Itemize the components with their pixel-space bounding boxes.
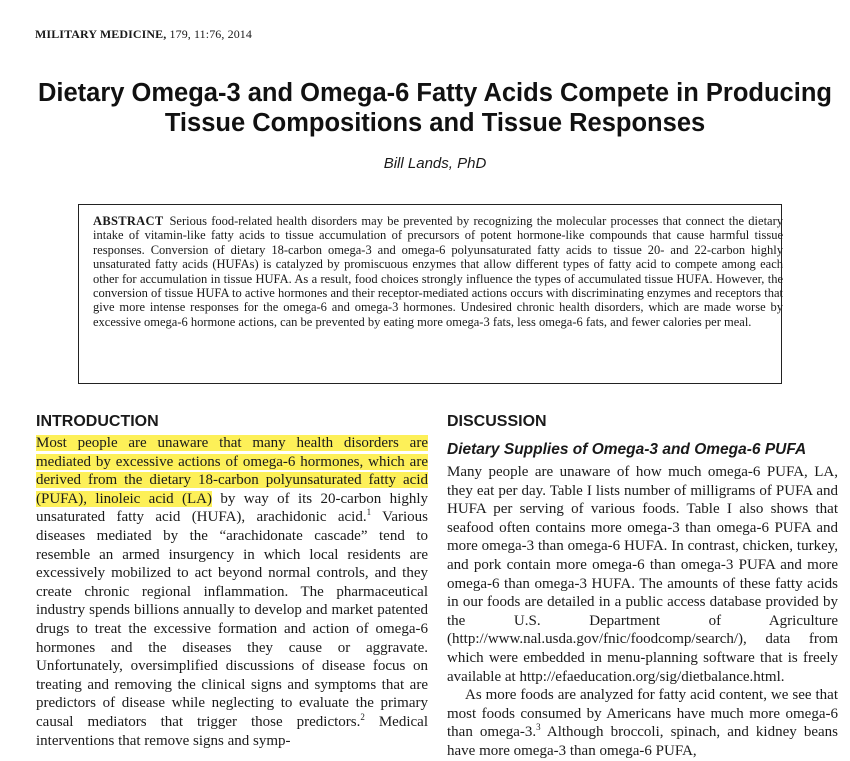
intro-text-2: Various diseases mediated by the “arachidonate cascade” tend to resemble an armed insurgency in which local residents are excessively mobilized to act beyond normal controls, and they create chronic regional inflammation. The pharmaceutical industry spends billions annually to develop and market patented drugs to treat the excessive formation and action of omega-6 hormones and the diseases they cause or aggravate. Unfortunately, oversimplified discussions of disease focus on treating and removing the clinical signs and symptoms that are predictors of disease while neglecting to evaluate the primary causal mediators that trigger those predictors.: [36, 509, 428, 730]
discussion-text-2: As more foods are analyzed for fatty acid content, we see that most foods consumed by Americans have much more omega-6 than omega-3.: [447, 687, 838, 741]
reference-2: 2: [360, 711, 365, 722]
journal-citation: [35, 27, 252, 42]
reference-1: 1: [366, 507, 372, 518]
discussion-subheading: Dietary Supplies of Omega-3 and Omega-6 PUFA: [447, 441, 807, 458]
discussion-body: [447, 463, 838, 761]
journal-volume: 179, 11:76, 2014: [169, 27, 252, 41]
reference-3: 3: [536, 722, 541, 733]
title-line-1: Dietary Omega-3 and Omega-6 Fatty Acids Compete in Producing: [38, 79, 832, 107]
highlighted-text[interactable]: Most people are unaware that many health disorders are mediated by excessive actions of omega-6 hormones, which are derived from the dietary 18-carbon polyunsaturated fatty acid (PUFA), linoleic acid (LA): [36, 435, 428, 507]
discussion-paragraph-1: Many people are unaware of how much omega-6 PUFA, LA, they eat per day. Table I lists number of milligrams of PUFA and HUFA per serving of various foods. Table I also shows that seafood often contains more omega-3 than omega-6 PUFA and more omega-3 than omega-6 HUFA. In contrast, chicken, turkey, and pork contain more omega-6 than omega-3 PUFA and more omega-6 than omega-3 HUFA. The amounts of these fatty acids in our foods are detailed in a public access database provided by the U.S. Department of Agriculture (http://www.nal.usda.gov/fnic/foodcomp/search/), data from which were embedded in menu-planning software that is freely available at http://efaeducation.org/sig/dietbalance.html.: [447, 464, 838, 685]
title-line-2: Tissue Compositions and Tissue Responses: [164, 109, 706, 137]
abstract-text: Serious food-related health disorders may be prevented by recognizing the molecular processes that connect the dietary intake of vitamin-like fatty acids to tissue accumulation of precursors of potent hormone-like compounds that cause harmful tissue responses. Conversion of dietary 18-carbon omega-3 and omega-6 polyunsaturated fatty acids to tissue 20- and 22-carbon highly unsaturated fatty acids (HUFAs) is catalyzed by promiscuous enzymes that allow different types of fatty acid to compete among each other for accumulation in tissue HUFA. As a result, food choices strongly influence the types of accumulated tissue HUFA. However, the conversion of tissue HUFA to active hormones and their receptor-mediated actions occurs with discriminating enzymes and receptors that give more intense responses for the omega-6 and omega-3 hormones. Undesired chronic health disorders, which are made worse by excessive omega-6 hormone actions, can be prevented by eating more omega-3 fats, less omega-6 fats, and fewer calories per meal.: [93, 214, 783, 329]
discussion-heading: DISCUSSION: [447, 413, 547, 430]
abstract-label: ABSTRACT: [93, 214, 164, 228]
intro-text-3: Medical interventions that remove signs and symp-: [36, 713, 428, 749]
journal-name: MILITARY MEDICINE,: [35, 27, 167, 41]
author: Bill Lands, PhD: [383, 155, 487, 172]
discussion-text-2b: Although broccoli, spinach, and kidney beans have more omega-3 than omega-6 PUFA,: [447, 724, 838, 759]
introduction-heading: INTRODUCTION: [36, 413, 159, 430]
intro-text-1: by way of its 20-carbon highly unsaturated fatty acid (HUFA), arachidonic acid.: [36, 490, 428, 526]
article-title: [20, 78, 850, 138]
introduction-body: [36, 434, 428, 750]
abstract: [93, 214, 783, 329]
discussion-paragraph-2: [447, 686, 838, 760]
